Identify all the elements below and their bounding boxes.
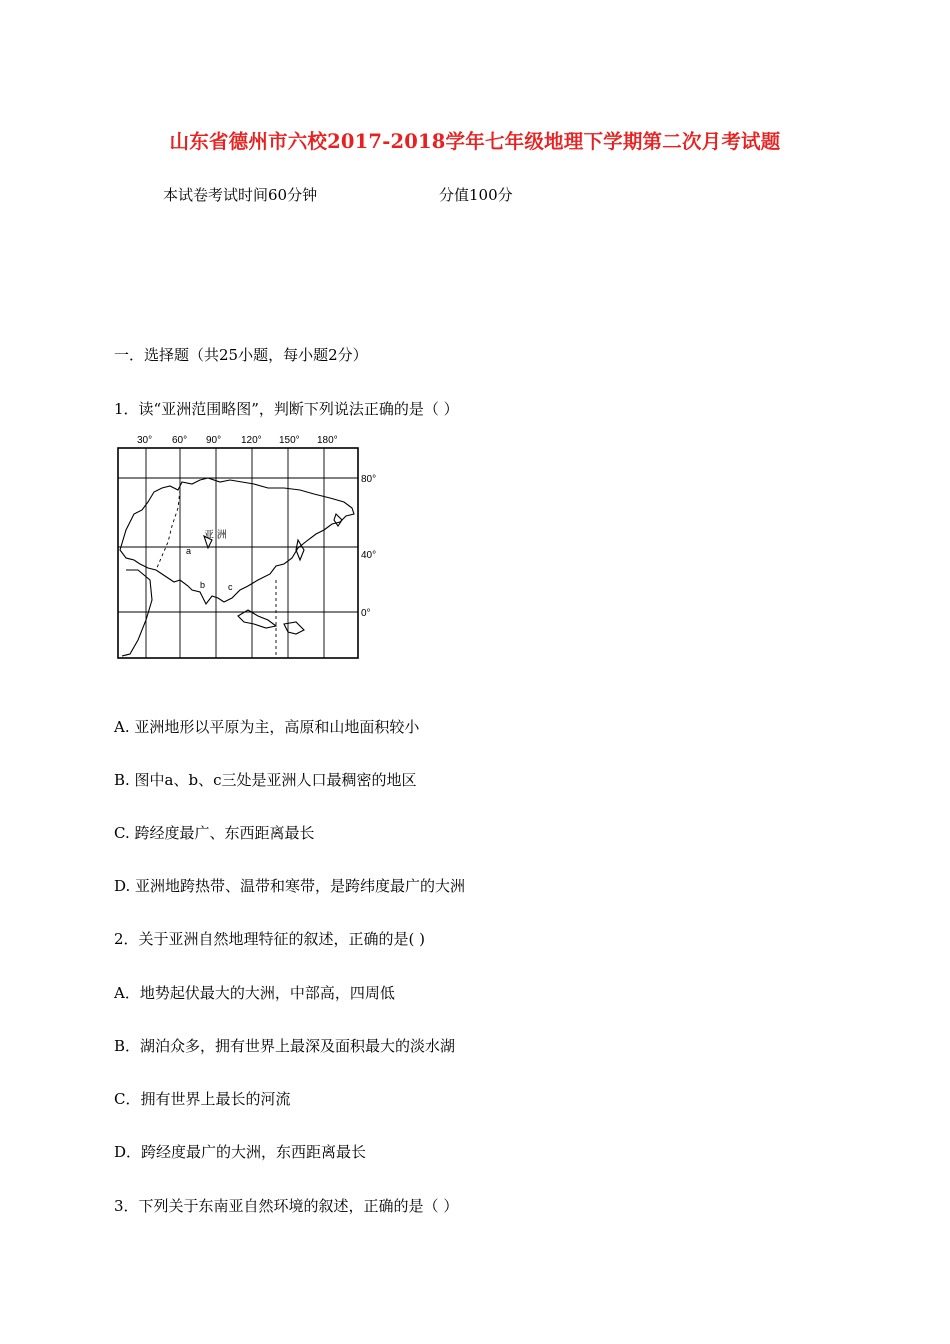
map-frame <box>118 448 358 658</box>
lat-label-80: 80° <box>361 474 377 485</box>
lon-label-90: 90° <box>206 435 222 446</box>
point-label-c: c <box>228 582 233 592</box>
asia-range-map <box>108 430 398 665</box>
lon-label-60: 60° <box>172 435 188 446</box>
q1-option-b: B. 图中a、b、c三处是亚洲人口最稠密的地区 <box>114 771 417 789</box>
map-graticule <box>118 448 358 658</box>
total-score: 分值100分 <box>439 186 513 204</box>
exam-time: 本试卷考试时间60分钟 <box>163 186 318 204</box>
asia-coastline <box>120 478 354 656</box>
q2-option-b: B．湖泊众多，拥有世界上最深及面积最大的淡水湖 <box>114 1037 456 1055</box>
q1-option-d: D. 亚洲地跨热带、温带和寒带，是跨纬度最广的大洲 <box>114 877 466 895</box>
point-label-b: b <box>200 580 206 590</box>
q1-option-a: A. 亚洲地形以平原为主，高原和山地面积较小 <box>114 718 420 736</box>
q2-option-a: A．地势起伏最大的大洲，中部高，四周低 <box>114 984 395 1002</box>
lon-label-150: 150° <box>279 435 300 446</box>
lon-label-30: 30° <box>137 435 153 446</box>
continent-label: 亚 洲 <box>204 530 227 541</box>
q2-option-d: D．跨经度最广的大洲，东西距离最长 <box>114 1143 367 1161</box>
point-label-a: a <box>186 546 192 556</box>
section-heading: 一．选择题（共25小题，每小题2分） <box>114 346 368 364</box>
q2-option-c: C．拥有世界上最长的河流 <box>114 1090 291 1108</box>
q1-option-c: C. 跨经度最广、东西距离最长 <box>114 824 315 842</box>
lat-label-40: 40° <box>361 550 377 561</box>
lat-label-0: 0° <box>361 608 371 619</box>
lon-label-180: 180° <box>317 435 338 446</box>
question-2-stem: 2．关于亚洲自然地理特征的叙述，正确的是( ) <box>114 930 426 948</box>
question-3-stem: 3．下列关于东南亚自然环境的叙述，正确的是（ ） <box>114 1197 459 1215</box>
question-1-stem: 1．读“亚洲范围略图”，判断下列说法正确的是（ ） <box>114 400 459 418</box>
asia-europe-boundary <box>156 490 180 570</box>
lon-label-120: 120° <box>241 435 262 446</box>
page-title: 山东省德州市六校2017-2018学年七年级地理下学期第二次月考试题 <box>169 130 781 153</box>
